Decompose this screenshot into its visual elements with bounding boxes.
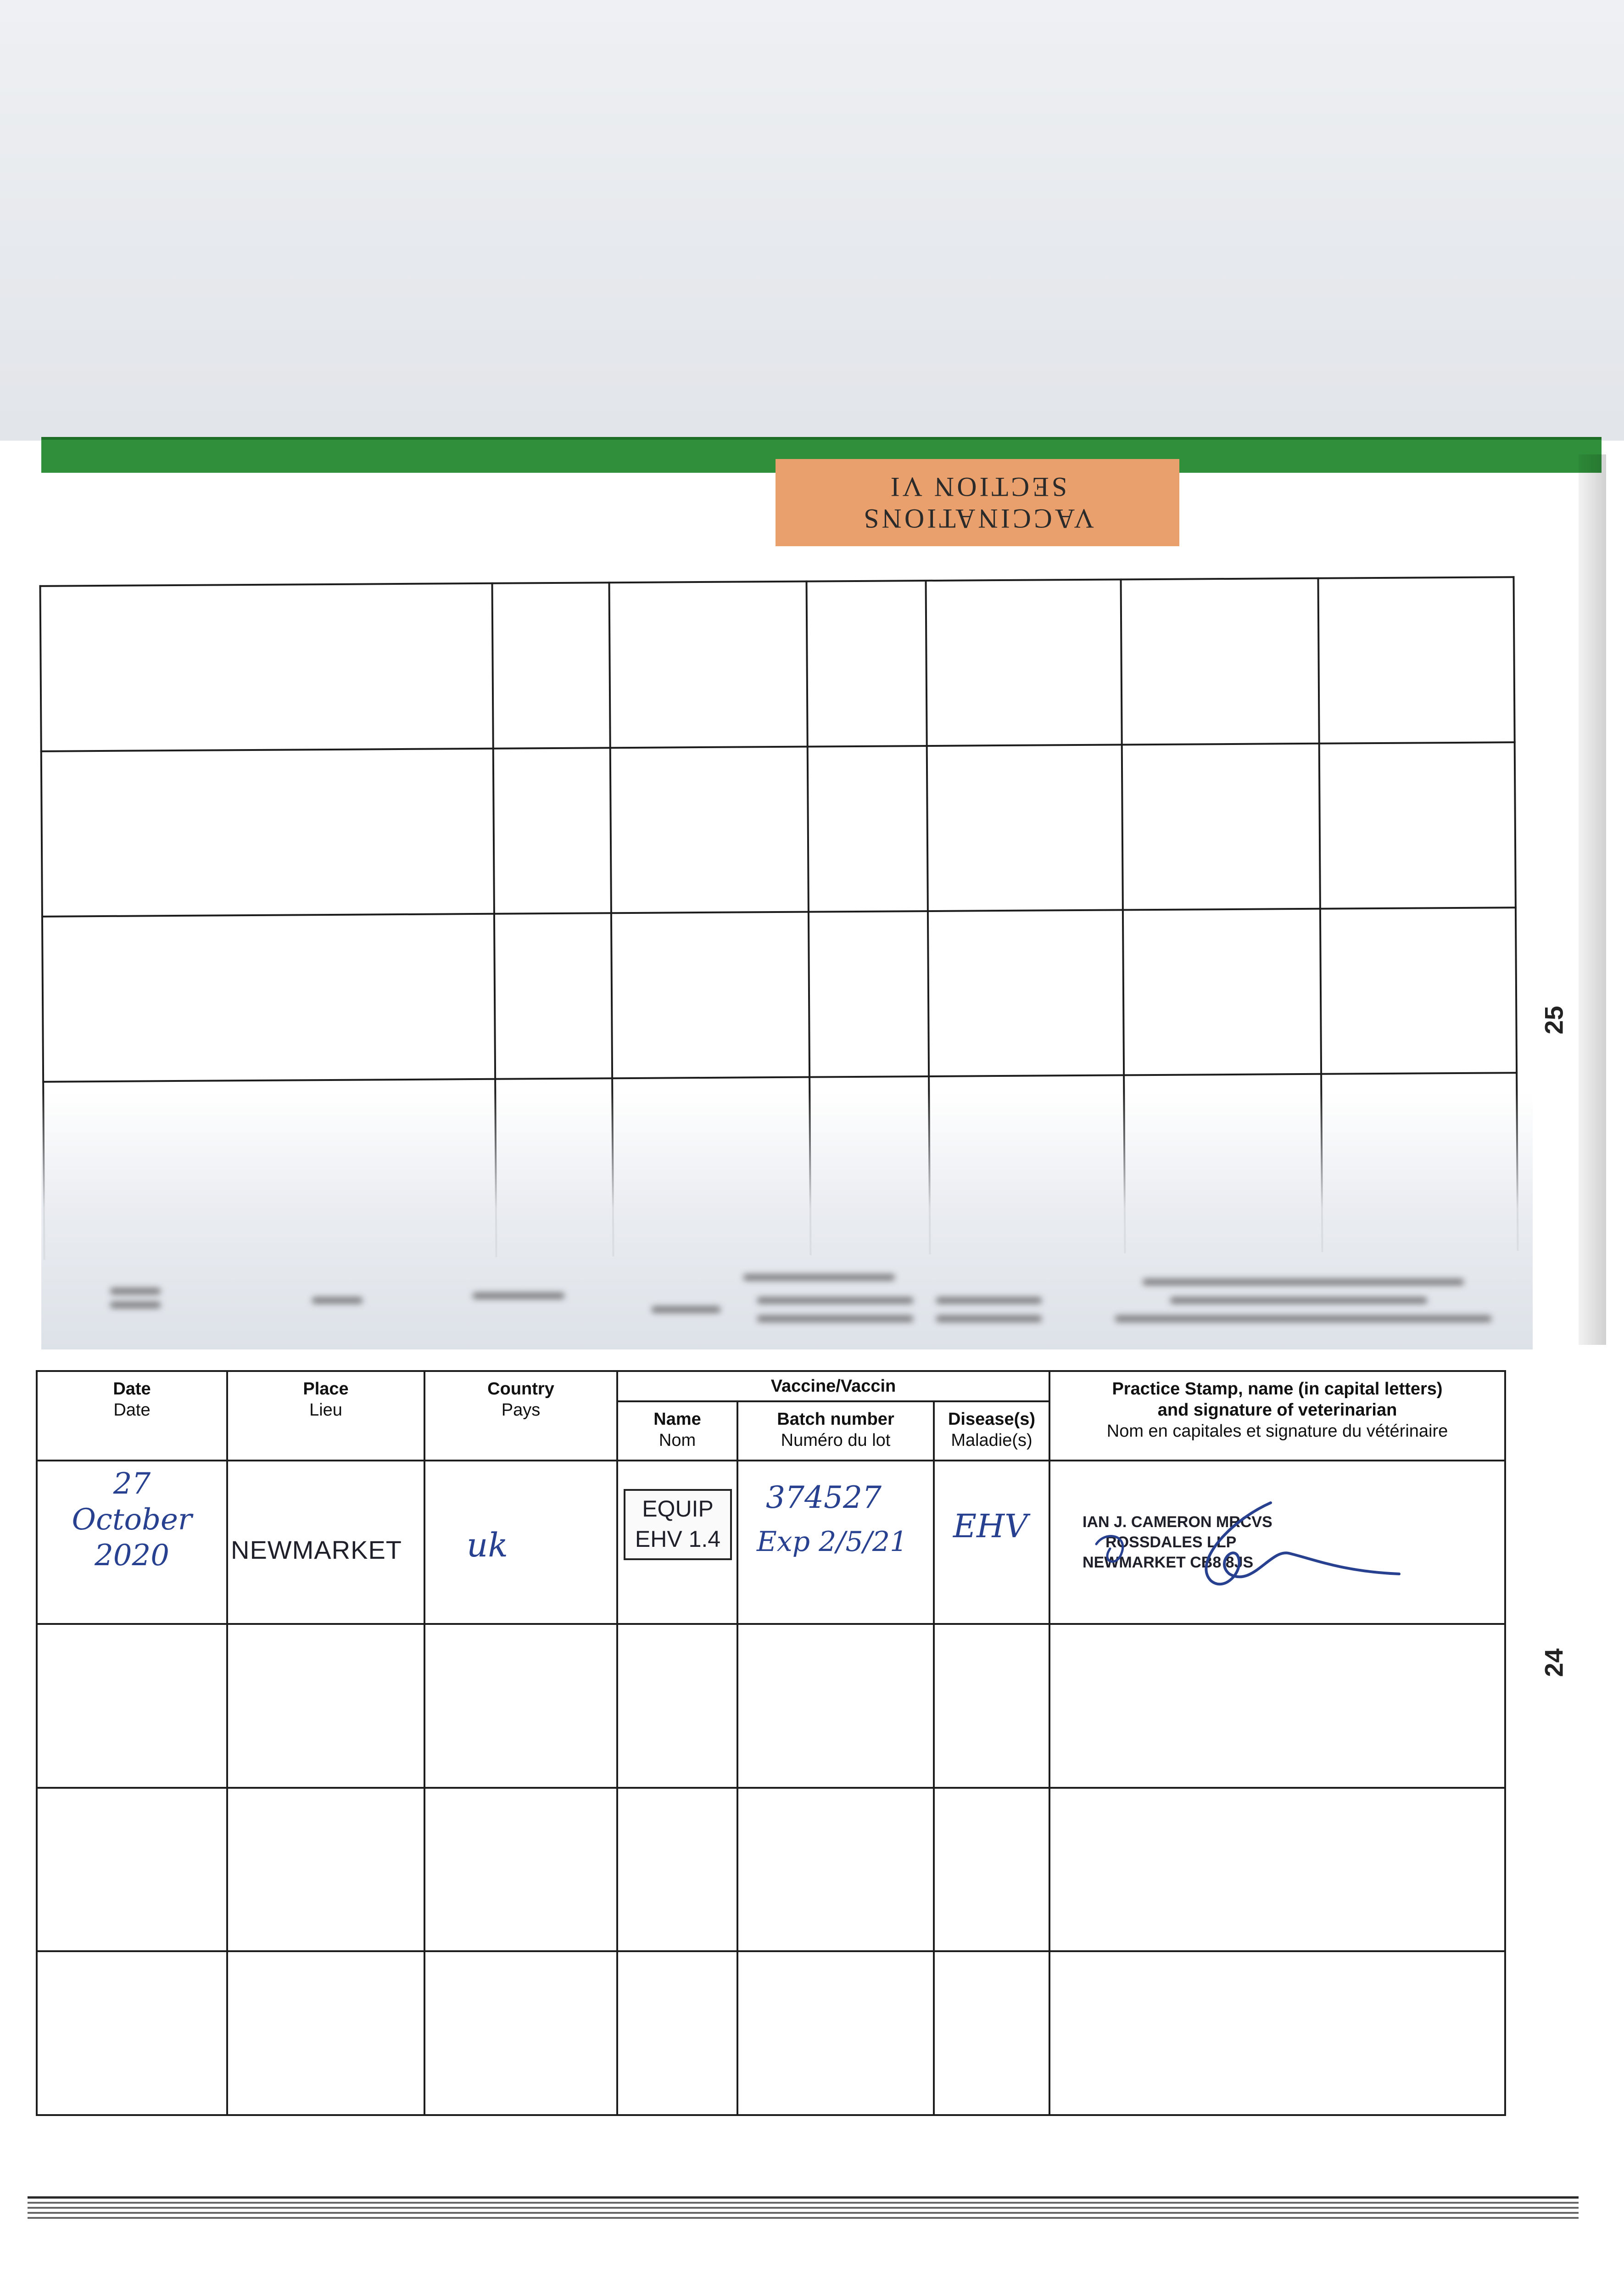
empty-cell[interactable] <box>424 1788 617 1952</box>
empty-cell[interactable] <box>37 1951 227 2115</box>
cell-practice-stamp <box>1049 1461 1505 1624</box>
empty-cell[interactable] <box>37 1624 227 1788</box>
empty-cell[interactable] <box>737 1624 934 1788</box>
cell-vaccine-name <box>617 1461 737 1624</box>
handwritten-date: 27 October 2020 <box>72 1467 192 1573</box>
empty-cell[interactable] <box>424 1951 617 2115</box>
header-practice-stamp: Practice Stamp, name (in capital letters) and signature of veterinarian Nom en capitales et signature du vétérinaire <box>1049 1371 1505 1461</box>
table-row <box>37 1461 1505 1624</box>
cell-date <box>37 1461 227 1624</box>
vet-practice-stamp: IAN J. CAMERON MRCVS ROSSDALES LLP NEWMARKET CB8 8JS <box>1083 1513 1272 1571</box>
banner-title: VACCINATIONS <box>861 504 1094 534</box>
handwritten-batch-number: 374527 <box>766 1479 882 1515</box>
vaccination-record-table <box>36 1370 1504 2116</box>
scan-background-top <box>0 0 1624 441</box>
empty-cell[interactable] <box>227 1624 424 1788</box>
header-batch-number: Batch number Numéro du lot <box>737 1401 934 1461</box>
empty-cell[interactable] <box>737 1788 934 1952</box>
blurred-upside-down-header <box>50 1258 1519 1340</box>
cell-disease <box>934 1461 1049 1624</box>
empty-cell[interactable] <box>617 1788 737 1952</box>
empty-cell[interactable] <box>934 1951 1049 2115</box>
page-number-upper: 25 <box>1539 1006 1568 1035</box>
table-row <box>37 1951 1505 2115</box>
empty-cell[interactable] <box>617 1624 737 1788</box>
cell-batch-number <box>737 1461 934 1624</box>
header-place: Place Lieu <box>227 1371 424 1461</box>
section-banner <box>776 459 1179 546</box>
empty-cell[interactable] <box>934 1624 1049 1788</box>
handwritten-disease: EHV <box>953 1507 1028 1545</box>
header-disease: Disease(s) Maladie(s) <box>934 1401 1049 1461</box>
page-edge-shadow <box>1579 454 1606 1345</box>
table-row <box>37 1624 1505 1788</box>
empty-cell[interactable] <box>227 1788 424 1952</box>
vet-signature-scribble <box>1078 1494 1427 1590</box>
empty-cell[interactable] <box>1049 1624 1505 1788</box>
empty-cell[interactable] <box>37 1788 227 1952</box>
page-bottom-edge-lines <box>28 2196 1579 2228</box>
empty-cell[interactable] <box>1049 1951 1505 2115</box>
handwritten-country: uk <box>467 1525 508 1564</box>
empty-cell[interactable] <box>617 1951 737 2115</box>
empty-cell[interactable] <box>1049 1788 1505 1952</box>
empty-cell[interactable] <box>227 1951 424 2115</box>
empty-cell[interactable] <box>934 1788 1049 1952</box>
table-row <box>37 1788 1505 1952</box>
cell-place <box>227 1461 424 1624</box>
empty-cell[interactable] <box>737 1951 934 2115</box>
handwritten-expiry: Exp 2/5/21 <box>757 1525 908 1558</box>
page-number-lower: 24 <box>1539 1648 1568 1677</box>
header-vaccine-group: Vaccine/Vaccin <box>617 1371 1049 1401</box>
header-vaccine-name: Name Nom <box>617 1401 737 1461</box>
vaccine-name-sticker: EQUIP EHV 1.4 <box>624 1489 732 1560</box>
place-stamp: NEWMARKET <box>231 1535 402 1564</box>
empty-cell[interactable] <box>424 1624 617 1788</box>
cell-country <box>424 1461 617 1624</box>
banner-subtitle: SECTION VI <box>887 472 1067 502</box>
header-country: Country Pays <box>424 1371 617 1461</box>
header-date: Date Date <box>37 1371 227 1461</box>
